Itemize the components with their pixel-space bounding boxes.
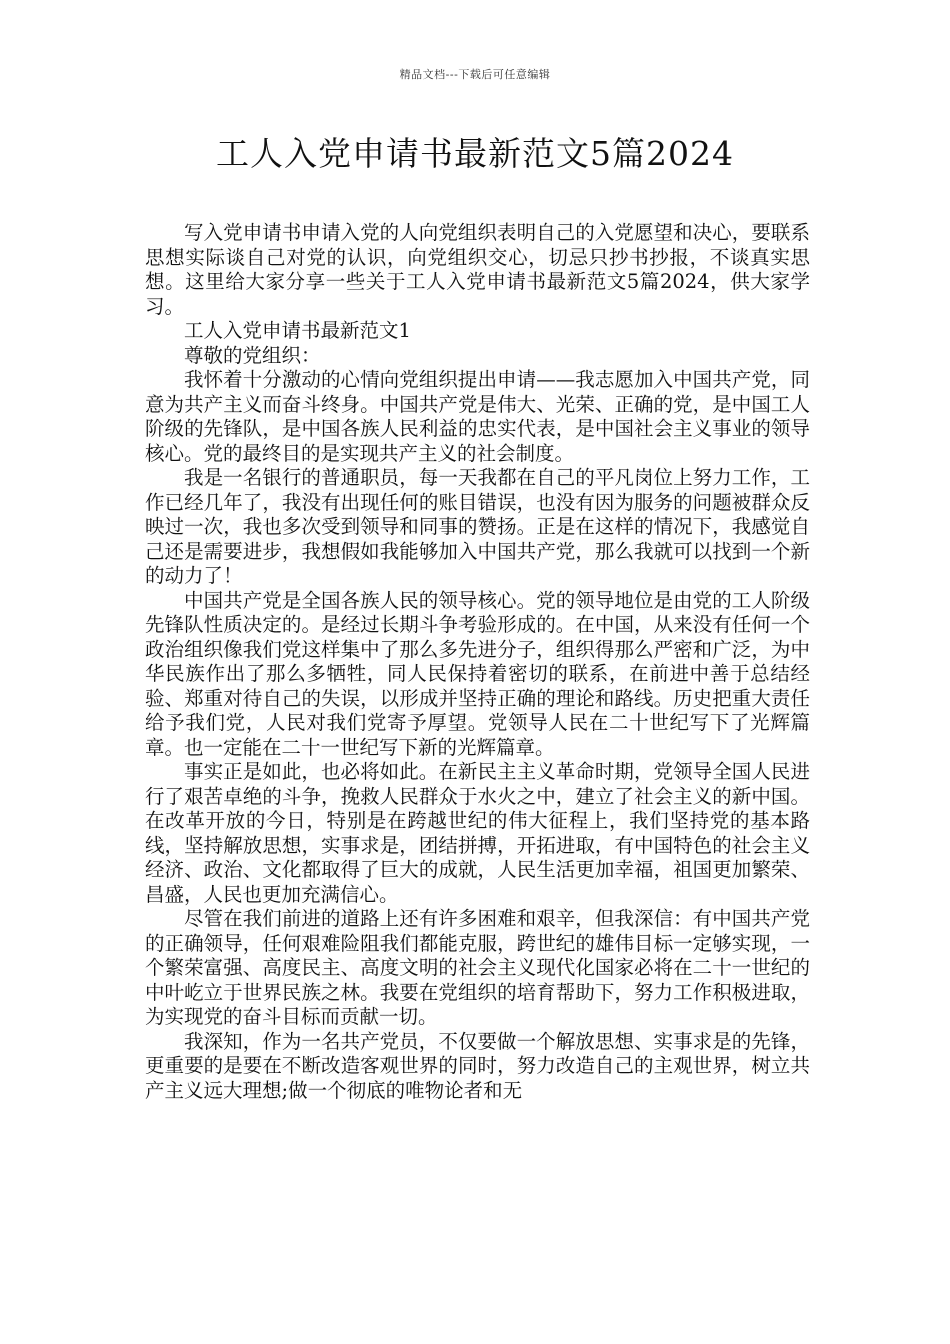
- salutation: 尊敬的党组织：: [184, 343, 321, 367]
- paragraph: 我深知，作为一名共产党员，不仅要做一个解放思想、实事求是的先锋，更重要的是要在不断改造客观世界的同时，努力改造自己的主观世界，树立共产主义远大理想;做一个彻底的唯物论者和无: [145, 1029, 810, 1102]
- paragraph: 我怀着十分激动的心情向党组织提出申请——我志愿加入中国共产党，同意为共产主义而奋斗终身。中国共产党是伟大、光荣、正确的党，是中国工人阶级的先锋队，是中国各族人民利益的忠实代表，是中国社会主义事业的领导核心。党的最终目的是实现共产主义的社会制度。: [145, 368, 810, 465]
- paragraph: 尽管在我们前进的道路上还有许多困难和艰辛，但我深信：有中国共产党的正确领导，任何艰难险阻我们都能克服，跨世纪的雄伟目标一定够实现，一个繁荣富强、高度民主、高度文明的社会主义现代化国家必将在二十一世纪的中叶屹立于世界民族之林。我要在党组织的培育帮助下，努力工作积极进取，为实现党的奋斗目标而贡献一切。: [145, 907, 810, 1028]
- document-title: 工人入党申请书最新范文5篇2024: [216, 134, 734, 173]
- paragraph: 我是一名银行的普通职员，每一天我都在自己的平凡岗位上努力工作，工作已经几年了，我没有出现任何的账目错误，也没有因为服务的问题被群众反映过一次，我也多次受到领导和同事的赞扬。正是在这样的情况下，我感觉自己还是需要进步，我想假如我能够加入中国共产党，那么我就可以找到一个新的动力了！: [145, 466, 810, 587]
- paragraph-intro: 写入党申请书申请入党的人向党组织表明自己的入党愿望和决心，要联系思想实际谈自己对党的认识，向党组织交心，切忌只抄书抄报，不谈真实思想。这里给大家分享一些关于工人入党申请书最新范文5篇2024，供大家学习。: [145, 221, 810, 318]
- paragraph: 事实正是如此，也必将如此。在新民主主义革命时期，党领导全国人民进行了艰苦卓绝的斗争，挽救人民群众于水火之中，建立了社会主义的新中国。在改革开放的今日，特别是在跨越世纪的伟大征程上，我们坚持党的基本路线，坚持解放思想，实事求是，团结拼搏，开拓进取，有中国特色的社会主义经济、政治、文化都取得了巨大的成就，人民生活更加幸福，祖国更加繁荣、昌盛，人民也更加充满信心。: [145, 760, 810, 906]
- section-heading: 工人入党申请书最新范文1: [184, 319, 411, 342]
- header-note: 精品文档---下载后可任意编辑: [399, 68, 551, 81]
- document-body: [145, 221, 810, 1103]
- paragraph: 中国共产党是全国各族人民的领导核心。党的领导地位是由党的工人阶级先锋队性质决定的。是经过长期斗争考验形成的。在中国，从来没有任何一个政治组织像我们党这样集中了那么多先进分子，组织得那么严密和广泛，为中华民族作出了那么多牺牲，同人民保持着密切的联系，在前进中善于总结经验、郑重对待自己的失误，以形成并坚持正确的理论和路线。历史把重大责任给予我们党，人民对我们党寄予厚望。党领导人民在二十世纪写下了光辉篇章。也一定能在二十一世纪写下新的光辉篇章。: [145, 588, 810, 759]
